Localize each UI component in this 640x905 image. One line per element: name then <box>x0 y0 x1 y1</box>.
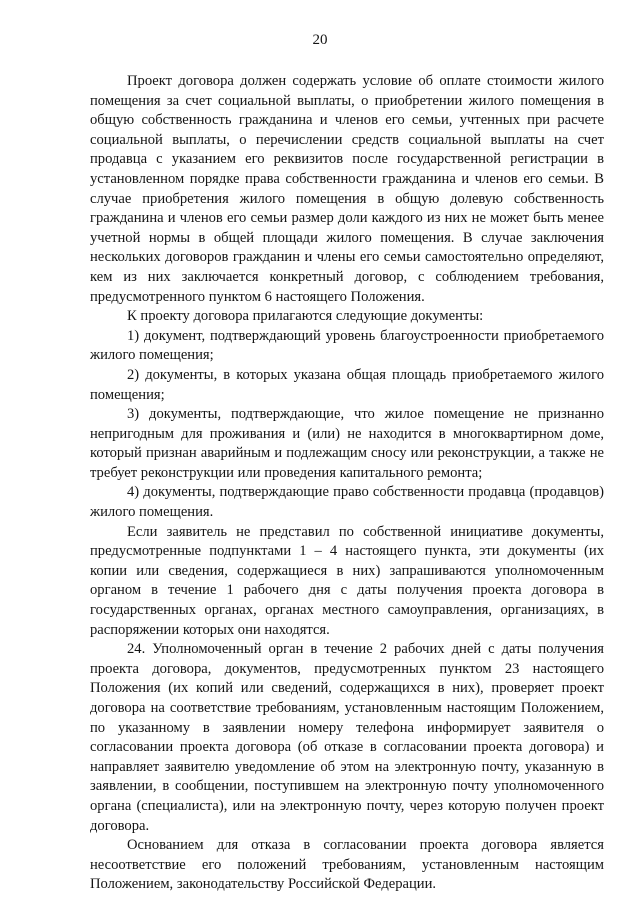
paragraph-document-item-4: 4) документы, подтверждающие право собственности продавца (продавцов) жилого помещения. <box>90 484 604 521</box>
paragraph-document-item-2: 2) документы, в которых указана общая площадь приобретаемого жилого помещения; <box>90 366 604 403</box>
paragraph-clause-24: 24. Уполномоченный орган в течение 2 рабочих дней с даты получения проекта договора, документов, предусмотренных пунктом 23 настоящего Положения (их копий или сведений, содержащихся в них), проверяет проект договора на соответствие требованиям, установленным настоящим Положением, по указанному в заявлении номеру телефона информирует заявителя о согласовании проекта договора (об отказе в согласовании проекта договора) и направляет заявителю уведомление об этом на электронную почту, указанную в заявлении, в сообщении, поступившем на электронную почту уполномоченного органа (специалиста), или на электронную почту, через которую получен проект договора. <box>90 641 604 834</box>
paragraph-refusal-grounds: Основанием для отказа в согласовании проекта договора является несоответствие его положений требованиям, установленным настоящим Положением, законодательству Российской Федерации. <box>90 837 604 893</box>
paragraph-document-request: Если заявитель не представил по собственной инициативе документы, предусмотренные подпунктами 1 – 4 настоящего пункта, эти документы (их копии или сведения, содержащиеся в них) запрашиваются уполномоченным органом в течение 1 рабочего дня с даты получения проекта договора в государственных органах, органах местного самоуправления, организациях, в распоряжении которых они находятся. <box>90 523 604 638</box>
paragraph-document-item-3: 3) документы, подтверждающие, что жилое помещение не признанно непригодным для проживания и (или) не находится в многоквартирном доме, который признан аварийным и подлежащим сносу или реконструкции, а также не требует реконструкции или проведения капитального ремонта; <box>90 406 604 481</box>
page-number: 20 <box>312 32 328 48</box>
document-body <box>90 72 604 895</box>
paragraph-contract-conditions: Проект договора должен содержать условие об оплате стоимости жилого помещения за счет социальной выплаты, о приобретении жилого помещения в общую собственность гражданина и членов его семьи, учтенных при расчете социальной выплаты, о перечислении средств социальной выплаты на счет продавца с указанием его реквизитов после государственной регистрации в установленном порядке права собственности гражданина и членов его семьи. В случае приобретения жилого помещения в общую долевую собственность гражданина и членов его семьи размер доли каждого из них не может быть менее учетной нормы в общей площади жилого помещения. В случае заключения нескольких договоров гражданин и члены его семьи самостоятельно определяют, кем из них заключается конкретный договор, с соблюдением требования, предусмотренного пунктом 6 настоящего Положения. <box>90 73 604 305</box>
paragraph-document-item-1: 1) документ, подтверждающий уровень благоустроенности приобретаемого жилого помещения; <box>90 327 604 364</box>
paragraph-attached-documents-intro: К проекту договора прилагаются следующие документы: <box>127 308 484 325</box>
